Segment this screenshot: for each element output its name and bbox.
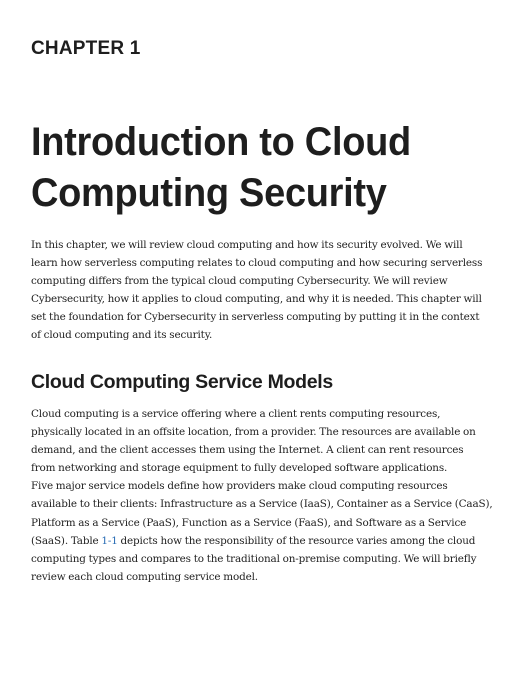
chapter-title-line: Introduction to Cloud [31,120,411,165]
text-line: demand, and the client accesses them using the Internet. A client can rent resources [31,444,464,457]
text-line: learn how serverless computing relates to cloud computing and how securing serverless [31,257,483,270]
text-line: computing differs from the typical cloud computing Cybersecurity. We will review [31,275,448,288]
text-line: review each cloud computing service model. [31,570,258,583]
text-line: Cloud computing is a service offering where a client rents computing resources, [31,408,441,420]
text-segment: (SaaS). Table [31,534,102,547]
text-line [31,532,493,550]
text-line: In this chapter, we will review cloud computing and how its security evolved. We will [31,239,463,251]
text-line: available to their clients: Infrastructure as a Service (IaaS), Container as a Service (CaaS), [31,498,493,511]
section-paragraph [31,405,493,586]
text-line: Cybersecurity, how it applies to cloud computing, and why it is needed. This chapter will [31,293,482,306]
section-heading: Cloud Computing Service Models [31,371,333,393]
intro-paragraph [31,236,482,345]
text-line: physically located in an offsite location, from a provider. The resources are available on [31,426,476,439]
text-line: computing types and compares to the traditional on-premise computing. We will briefly [31,552,477,565]
chapter-title [31,117,411,219]
text-line: Five major service models define how providers make cloud computing resources [31,480,448,493]
chapter-label: CHAPTER 1 [31,38,141,59]
chapter-title-line: Computing Security [31,171,387,216]
text-line: from networking and storage equipment to fully developed software applications. [31,462,448,475]
table-reference-link[interactable]: 1-1 [101,534,118,547]
text-line: of cloud computing and its security. [31,329,213,342]
text-line: set the foundation for Cybersecurity in serverless computing by putting it in the context [31,311,480,324]
text-segment: depicts how the responsibility of the resource varies among the cloud [117,534,476,547]
text-line: Platform as a Service (PaaS), Function as a Service (FaaS), and Software as a Service [31,516,467,529]
